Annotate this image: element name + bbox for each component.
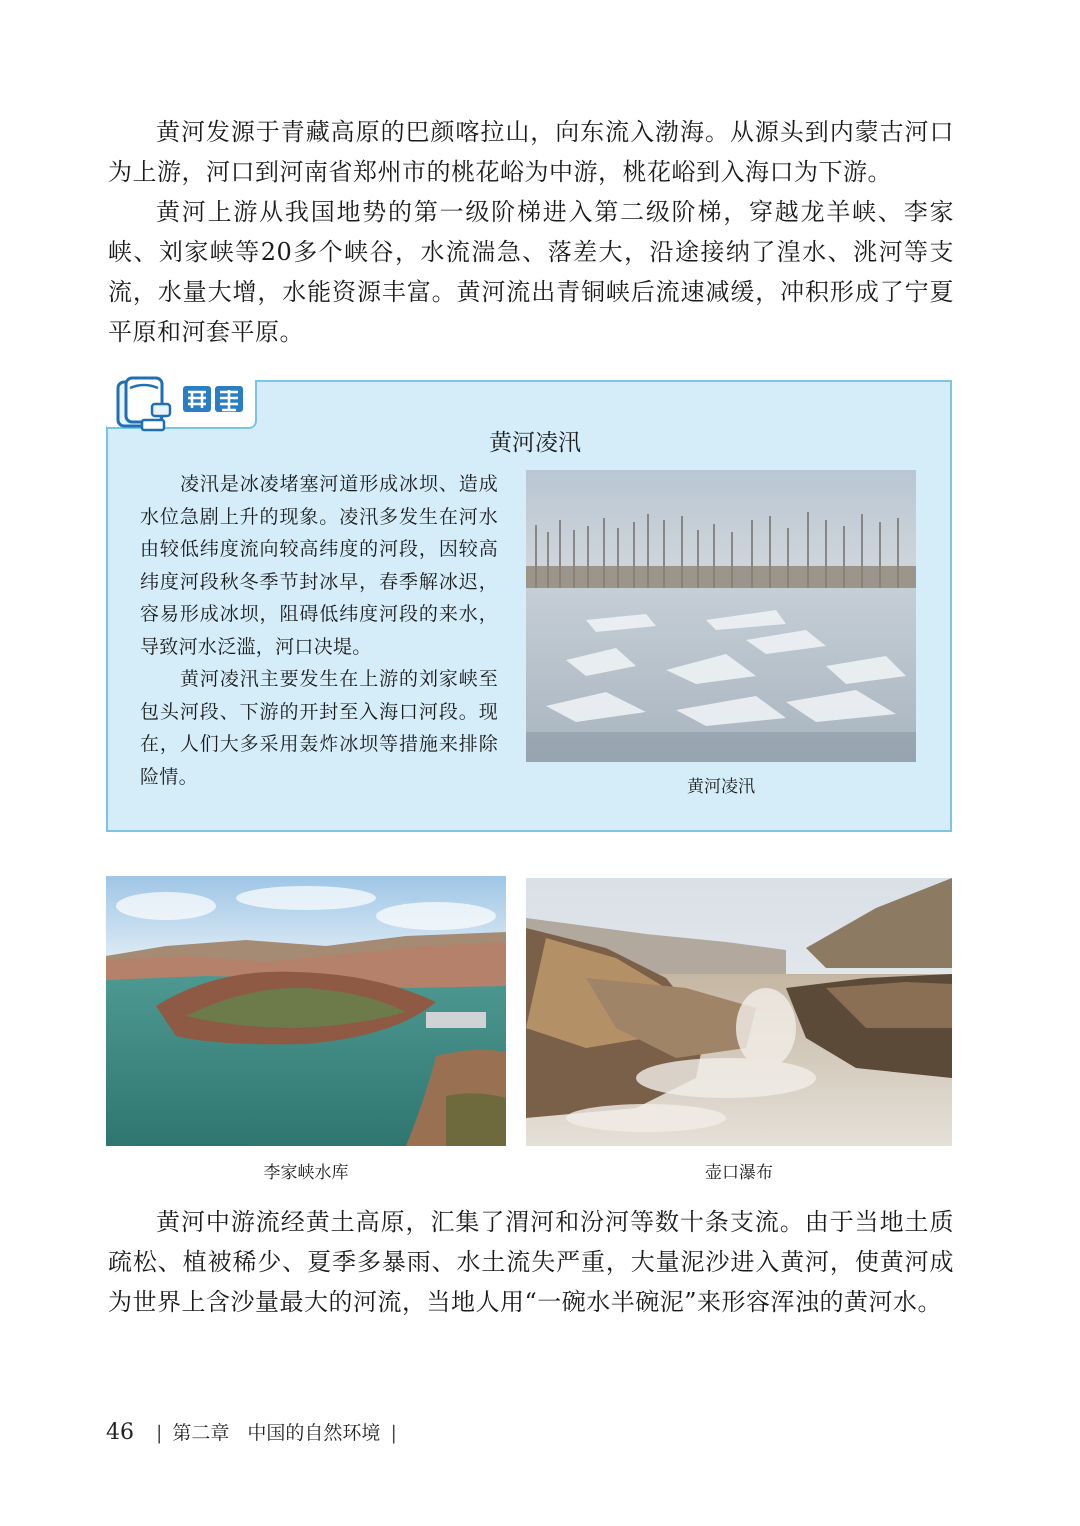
reading-box-text-2: 黄河凌汛主要发生在上游的刘家峡至包头河段、下游的开封至入海口河段。现在，人们大多采用轰炸冰坝等措施来排除险情。 [140,668,498,788]
reading-label-icon [182,384,244,414]
paragraph-source: 黄河发源于青藏高原的巴颜喀拉山，向东流入渤海。从源头到内蒙古河口为上游，河口到河南省郑州市的桃花峪为中游，桃花峪到入海口为下游。 [108,118,954,186]
chapter-title: 中国的自然环境 [247,1422,381,1444]
lijiaxia-reservoir-photo [106,876,506,1146]
paragraph-upper-reaches: 黄河上游从我国地势的第一级阶梯进入第二级阶梯，穿越龙羊峡、李家峡、刘家峡等20多个峡谷，水流湍急、落差大，沿途接纳了湟水、洮河等支流，水量大增，水能资源丰富。黄河流出青铜峡后流速减缓，冲积形成了宁夏平原和河套平原。 [108,198,954,346]
paragraph-middle-reaches: 黄河中游流经黄土高原，汇集了渭河和汾河等数十条支流。由于当地土质疏松、植被稀少、夏季多暴雨、水土流失严重，大量泥沙进入黄河，使黄河成为世界上含沙量最大的河流，当地人用“一碗水半碗泥”来形容浑浊的黄河水。 [108,1208,954,1316]
footer-separator-end: | [390,1422,397,1444]
book-reader-icon [112,374,176,438]
reading-box-text-1: 凌汛是冰凌堵塞河道形成冰坝、造成水位急剧上升的现象。凌汛多发生在河水由较低纬度流向较高纬度的河段，因较高纬度河段秋冬季节封冰早，春季解冰迟，容易形成冰坝，阻碍低纬度河段的来水，导致河水泛滥，河口决堤。 [140,473,498,658]
ice-flood-photo [526,470,916,762]
hukou-waterfall-caption: 壶口瀑布 [705,1163,773,1183]
reading-box-text [140,468,498,793]
footer-separator: | [156,1422,163,1444]
reading-box-title: 黄河凌汛 [489,430,581,456]
page-footer [106,1418,407,1445]
ice-flood-photo-caption: 黄河凌汛 [687,777,755,797]
page-number: 46 [106,1420,134,1445]
hukou-waterfall-photo [526,878,952,1146]
chapter-label: 第二章 [172,1422,230,1444]
lijiaxia-reservoir-caption: 李家峡水库 [263,1163,349,1183]
